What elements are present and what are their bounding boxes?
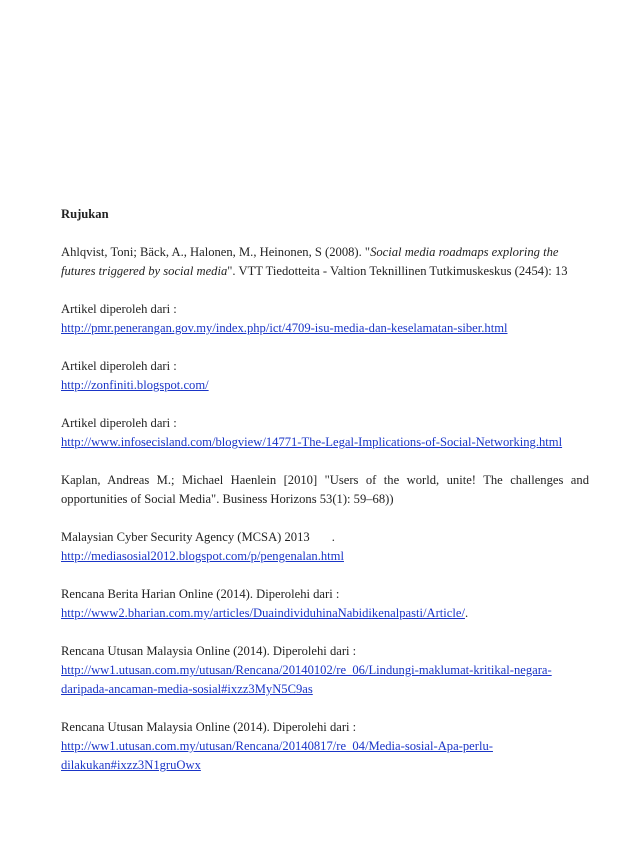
reference-trailing-period: . — [331, 530, 335, 544]
reference-label: Artikel diperoleh dari : — [61, 302, 177, 316]
reference-text: ". VTT Tiedotteita - Valtion Teknillinen Tutkimuskeskus (2454): 13 — [227, 264, 568, 278]
reference-label: Artikel diperoleh dari : — [61, 359, 177, 373]
reference-kaplan — [61, 471, 589, 509]
reference-link[interactable]: http://www2.bharian.com.my/articles/DuaindividuhinaNabidikenalpasti/Article/ — [61, 606, 465, 620]
reference-title-italic: Social media roadmaps exploring the — [370, 245, 559, 259]
reference-link[interactable]: http://ww1.utusan.com.my/utusan/Rencana/20140817/re_04/Media-sosial-Apa-perlu- — [61, 739, 493, 753]
references-heading: Rujukan — [61, 207, 109, 221]
reference-page — [61, 205, 589, 794]
reference-utusan-1 — [61, 642, 589, 699]
reference-line: Kaplan, Andreas M.; Michael Haenlein [2010] "Users of the world, unite! The challenges and — [61, 473, 589, 487]
reference-link[interactable]: http://pmr.penerangan.gov.my/index.php/ict/4709-isu-media-dan-keselamatan-siber.html — [61, 321, 508, 335]
reference-link[interactable]: http://ww1.utusan.com.my/utusan/Rencana/20140102/re_06/Lindungi-maklumat-kritikal-negara- — [61, 663, 552, 677]
reference-line: opportunities of Social Media". Business Horizons 53(1): 59–68)) — [61, 492, 394, 506]
reference-line — [61, 262, 589, 281]
reference-title-italic: futures triggered by social media — [61, 264, 228, 278]
reference-label: Rencana Berita Harian Online (2014). Diperolehi dari : — [61, 587, 340, 601]
reference-penerangan — [61, 300, 589, 338]
reference-label: Rencana Utusan Malaysia Online (2014). Diperolehi dari : — [61, 720, 357, 734]
reference-label: Artikel diperoleh dari : — [61, 416, 177, 430]
reference-mcsa — [61, 528, 589, 566]
reference-line — [61, 604, 589, 623]
reference-line — [61, 528, 589, 547]
reference-link[interactable]: http://mediasosial2012.blogspot.com/p/pengenalan.html — [61, 549, 344, 563]
reference-link-continued[interactable]: dilakukan#ixzz3N1gruOwx — [61, 758, 201, 772]
reference-label: Malaysian Cyber Security Agency (MCSA) 2013 — [61, 530, 310, 544]
reference-link-continued[interactable]: daripada-ancaman-media-sosial#ixzz3MyN5C9as — [61, 682, 313, 696]
reference-line — [61, 243, 589, 262]
reference-infosecisland — [61, 414, 589, 452]
reference-label: Rencana Utusan Malaysia Online (2014). Diperolehi dari : — [61, 644, 357, 658]
reference-utusan-2 — [61, 718, 589, 775]
reference-link[interactable]: http://www.infosecisland.com/blogview/14771-The-Legal-Implications-of-Social-Networking.html — [61, 435, 563, 449]
reference-zonfiniti — [61, 357, 589, 395]
reference-ahlqvist — [61, 243, 589, 281]
reference-link[interactable]: http://zonfiniti.blogspot.com/ — [61, 378, 209, 392]
reference-bharian — [61, 585, 589, 623]
reference-trailing-period: . — [464, 606, 469, 620]
reference-text: Ahlqvist, Toni; Bäck, A., Halonen, M., Heinonen, S (2008). " — [61, 245, 371, 259]
